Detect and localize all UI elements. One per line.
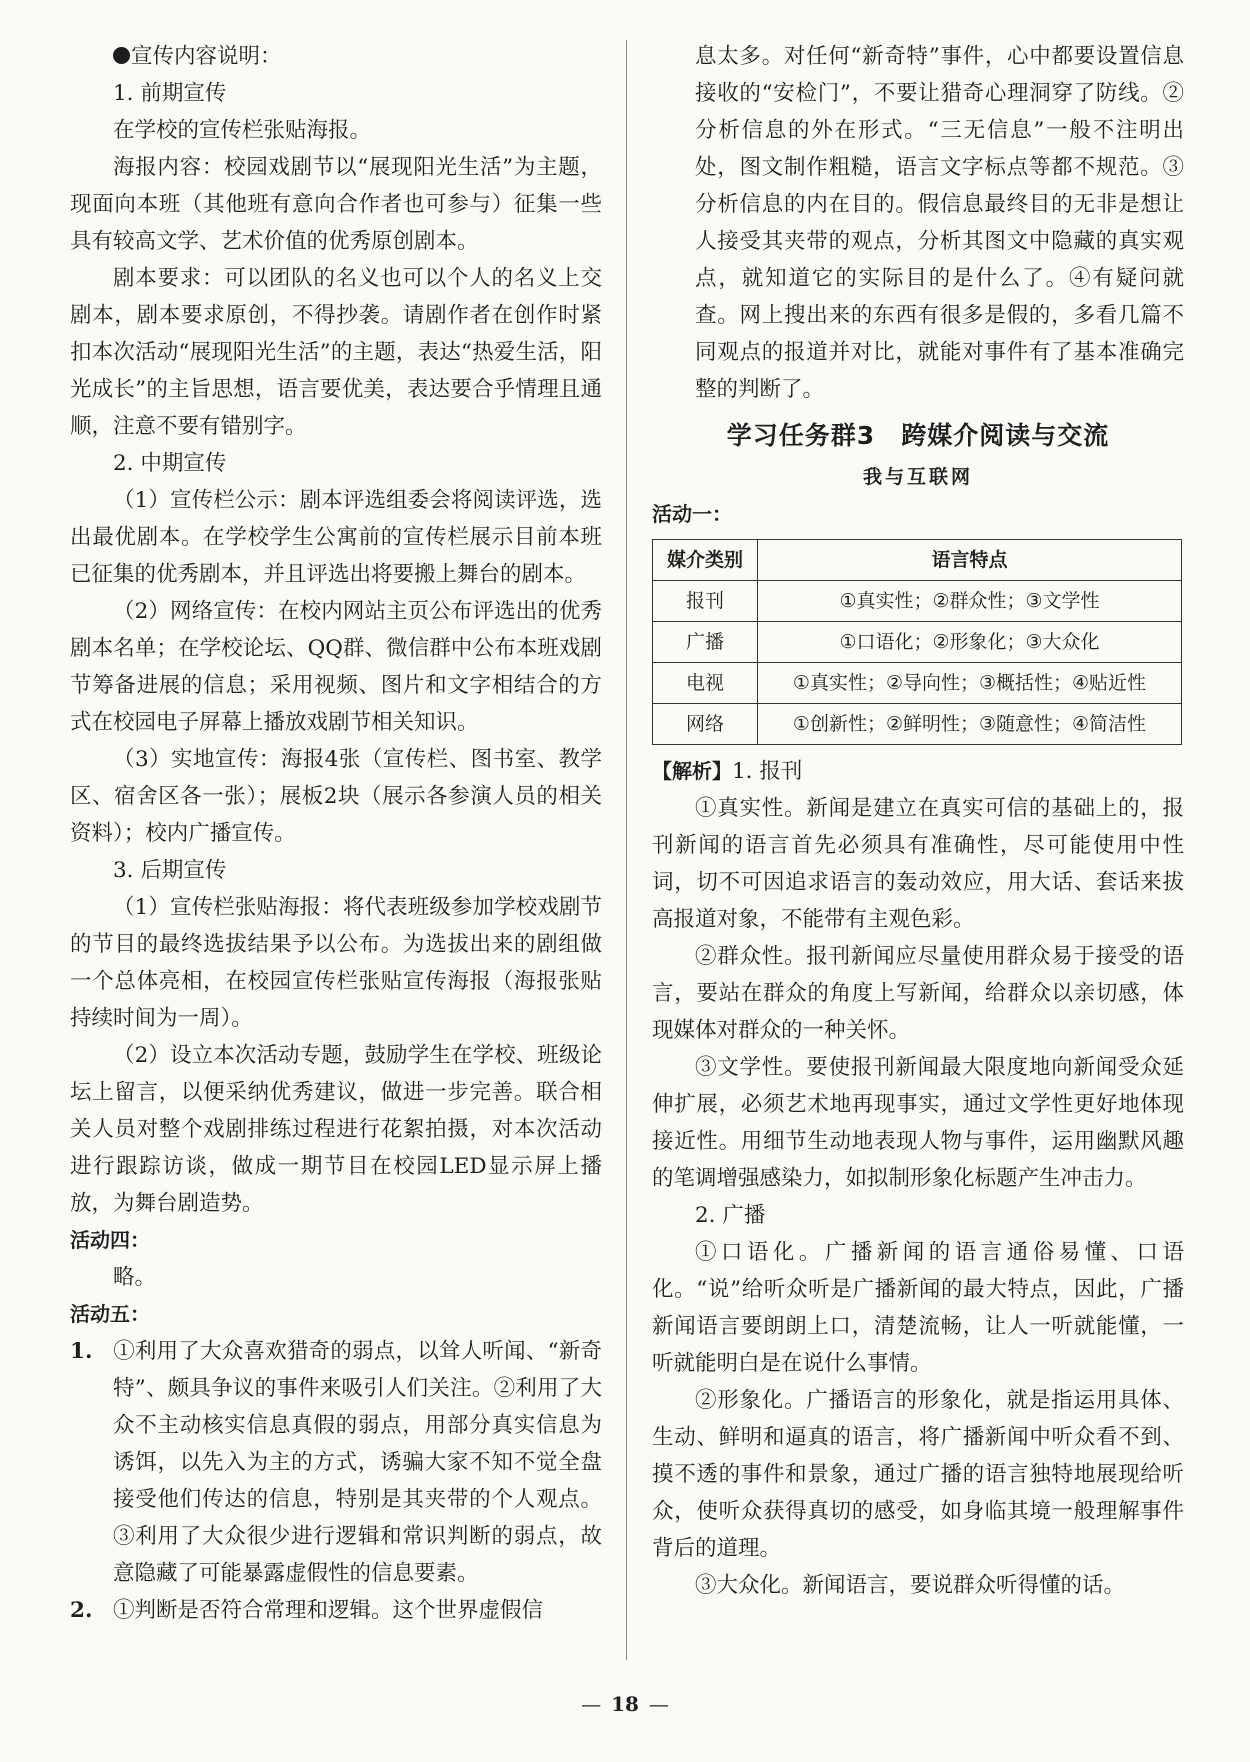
- late-promo-paragraph-1: （1）宣传栏张贴海报：将代表班级参加学校戏剧节的节目的最终选拔结果予以公布。为选拔出来的剧组做一个总体亮相，在校园宣传栏张贴宣传海报（海报张贴持续时间为一周）。: [70, 895, 602, 1031]
- mid-promo-paragraph-2: （2）网络宣传：在校内网站主页公布评选出的优秀剧本名单；在学校论坛、QQ群、微信群中公布本班戏剧节筹备进展的信息；采用视频、图片和文字相结合的方式在校园电子屏幕上播放戏剧节相关知识。: [70, 599, 602, 735]
- table-cell: 报刊: [653, 581, 758, 622]
- mid-promo-title: 2. 中期宣传: [113, 451, 227, 476]
- column-divider: [626, 40, 627, 1660]
- media-language-table: [652, 539, 1182, 745]
- answer-item-1-number: 1.: [70, 1339, 93, 1364]
- activity-5-label: 活动五：: [70, 1302, 150, 1326]
- table-row: [653, 704, 1182, 745]
- analysis-first-title: 1. 报刊: [732, 759, 803, 784]
- answer-item-1: [70, 1333, 602, 1592]
- table-header-cell: 媒介类别: [653, 540, 758, 581]
- section-title: 学习任务群3 跨媒介阅读与交流: [726, 421, 1110, 450]
- bullet-dot-icon: [113, 47, 130, 64]
- table-cell: 广播: [653, 622, 758, 663]
- footer-dash-right: —: [648, 1692, 669, 1716]
- newspaper-authenticity-paragraph: ①真实性。新闻是建立在真实可信的基础上的，报刊新闻的语言首先必须具有准确性，尽可能使用中性词，切不可因追求语言的轰动效应，用大话、套话来拔高报道对象，不能带有主观色彩。: [652, 796, 1184, 932]
- table-row: [653, 663, 1182, 704]
- table-header-row: [653, 540, 1182, 581]
- answer-item-2-text: ①判断是否符合常理和逻辑。这个世界虚假信: [113, 1598, 544, 1623]
- analysis-heading: [652, 753, 1184, 790]
- broadcast-vivid-paragraph: ②形象化。广播语言的形象化，就是指运用具体、生动、鲜明和逼真的语言，将广播新闻中听众看不到、摸不透的事件和景象，通过广播的语言独特地展现给听众，使听众获得真切的感受，如身临其境一般理解事件背后的道理。: [652, 1388, 1184, 1561]
- late-promo-title: 3. 后期宣传: [113, 858, 227, 883]
- page-footer: [0, 1692, 1250, 1716]
- activity-1-label: 活动一：: [652, 502, 732, 526]
- right-column: [652, 38, 1184, 1604]
- answer-item-1-text: ①利用了大众喜欢猎奇的弱点，以耸人听闻、“新奇特”、颇具争议的事件来吸引人们关注。②利用了大众不主动核实信息真假的弱点，用部分真实信息为诱饵，以先入为主的方式，诱骗大家不知不觉全盘接受他们传达的信息，特别是其夹带的个人观点。③利用了大众很少进行逻辑和常识判断的弱点，故意隐藏了可能暴露虚假性的信息要素。: [113, 1339, 602, 1586]
- activity-4-label: 活动四：: [70, 1228, 150, 1252]
- table-cell: ①真实性；②群众性；③文学性: [758, 581, 1182, 622]
- mid-promo-paragraph-3: （3）实地宣传：海报4张（宣传栏、图书室、教学区、宿舍区各一张）；展板2块（展示各参演人员的相关资料）；校内广播宣传。: [70, 747, 602, 846]
- newspaper-literary-paragraph: ③文学性。要使报刊新闻最大限度地向新闻受众延伸扩展，必须艺术地再现事实，通过文学性更好地体现接近性。用细节生动地表现人物与事件，运用幽默风趣的笔调增强感染力，如拟制形象化标题产生冲击力。: [652, 1055, 1184, 1191]
- table-cell: ①口语化；②形象化；③大众化: [758, 622, 1182, 663]
- activity-4-text: 略。: [113, 1265, 157, 1290]
- broadcast-colloquial-paragraph: ①口语化。广播新闻的语言通俗易懂、口语化。“说”给听众听是广播新闻的最大特点，因此，广播新闻语言要朗朗上口，清楚流畅，让人一听就能懂，一听就能明白是在说什么事情。: [652, 1240, 1184, 1376]
- mid-promo-paragraph-1: （1）宣传栏公示：剧本评选组委会将阅读评选，选出最优剧本。在学校学生公寓前的宣传栏展示目前本班已征集的优秀剧本，并且评选出将要搬上舞台的剧本。: [70, 488, 602, 587]
- table-cell: ①真实性；②导向性；③概括性；④贴近性: [758, 663, 1182, 704]
- left-column: [70, 38, 602, 1629]
- answer-item-2-number: 2.: [70, 1598, 93, 1623]
- late-promo-paragraph-2: （2）设立本次活动专题，鼓励学生在学校、班级论坛上留言，以便采纳优秀建议，做进一步完善。联合相关人员对整个戏剧排练过程进行花絮拍摄，对本次活动进行跟踪访谈，做成一期节目在校园LED显示屏上播放，为舞台剧造势。: [70, 1043, 602, 1216]
- early-promo-paragraph-2: 海报内容：校园戏剧节以“展现阳光生活”为主题，现面向本班（其他班有意向合作者也可参与）征集一些具有较高文学、艺术价值的优秀原创剧本。: [70, 155, 602, 254]
- footer-dash-left: —: [581, 1692, 602, 1716]
- broadcast-popular-paragraph: ③大众化。新闻语言，要说群众听得懂的话。: [695, 1573, 1126, 1598]
- early-promo-paragraph-1: 在学校的宣传栏张贴海报。: [113, 118, 372, 143]
- promo-heading: 宣传内容说明：: [70, 38, 602, 75]
- answer-item-2: [70, 1592, 602, 1629]
- broadcast-title: 2. 广播: [695, 1203, 766, 1228]
- table-cell: 网络: [653, 704, 758, 745]
- early-promo-title: 1. 前期宣传: [113, 81, 227, 106]
- early-promo-paragraph-3: 剧本要求：可以团队的名义也可以个人的名义上交剧本，剧本要求原创，不得抄袭。请剧作者在创作时紧扣本次活动“展现阳光生活”的主题，表达“热爱生活，阳光成长”的主旨思想，语言要优美，表达要合乎情理且通顺，注意不要有错别字。: [70, 266, 602, 439]
- newspaper-mass-paragraph: ②群众性。报刊新闻应尽量使用群众易于接受的语言，要站在群众的角度上写新闻，给群众以亲切感，体现媒体对群众的一种关怀。: [652, 944, 1184, 1043]
- table-row: [653, 622, 1182, 663]
- table-header-cell: 语言特点: [758, 540, 1182, 581]
- analysis-label: 【解析】: [652, 759, 732, 783]
- table-row: [653, 581, 1182, 622]
- continued-answer-text: 息太多。对任何“新奇特”事件，心中都要设置信息接收的“安检门”，不要让猎奇心理洞穿了防线。②分析信息的外在形式。“三无信息”一般不注明出处，图文制作粗糙，语言文字标点等都不规范。③分析信息的内在目的。假信息最终目的无非是想让人接受其夹带的观点，分析其图文中隐藏的真实观点，就知道它的实际目的是什么了。④有疑问就查。网上搜出来的东西有很多是假的，多看几篇不同观点的报道并对比，就能对事件有了基本准确完整的判断了。: [695, 44, 1184, 402]
- table-cell: ①创新性；②鲜明性；③随意性；④简洁性: [758, 704, 1182, 745]
- table-cell: 电视: [653, 663, 758, 704]
- page-number: 18: [611, 1692, 639, 1716]
- section-subtitle: 我与互联网: [862, 466, 973, 488]
